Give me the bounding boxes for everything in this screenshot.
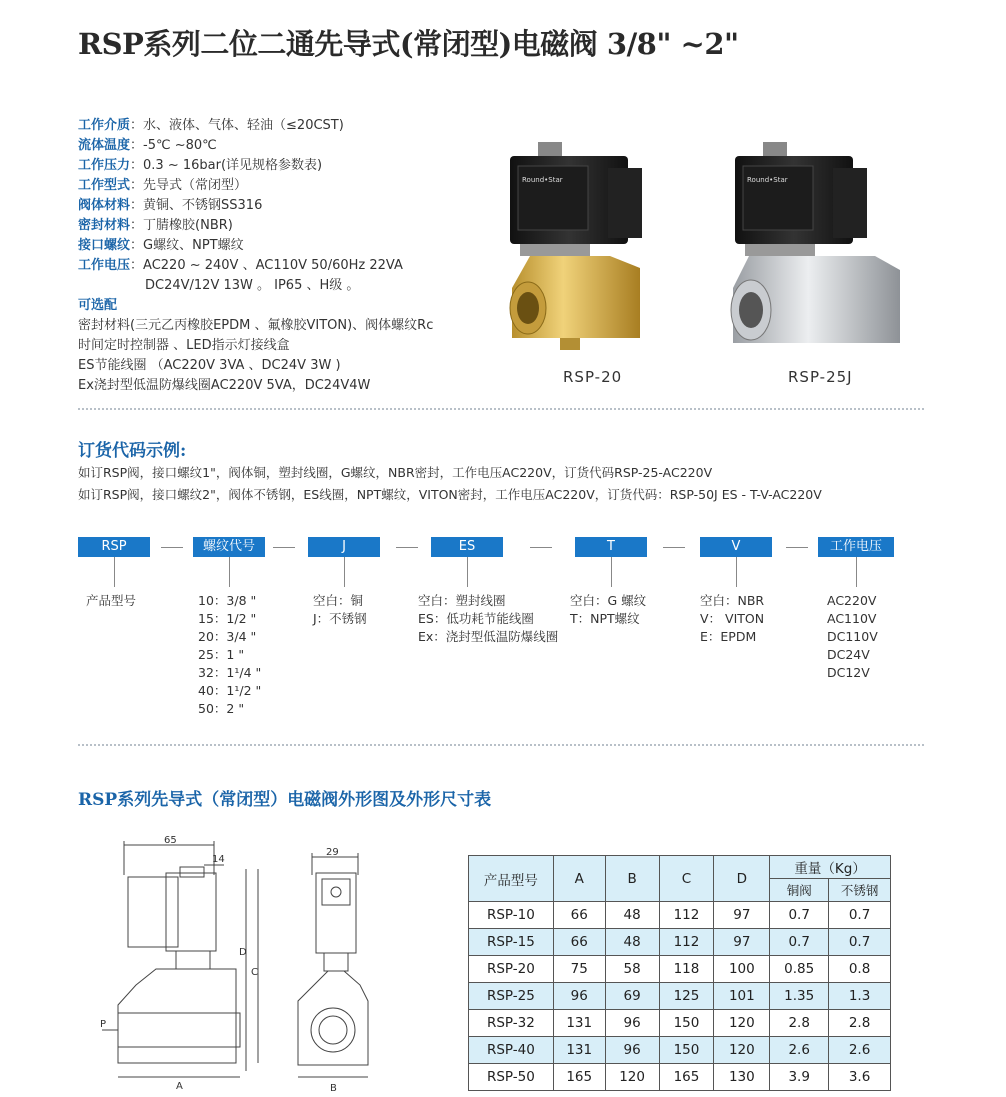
- dims-heading: RSP系列先导式（常闭型）电磁阀外形图及外形尺寸表: [78, 790, 492, 810]
- table-cell: 3.9: [770, 1064, 829, 1091]
- table-cell: 48: [605, 929, 659, 956]
- drain: [560, 338, 580, 350]
- divider: [78, 744, 924, 746]
- table-cell: 131: [553, 1037, 605, 1064]
- spec-sep: ：: [130, 218, 144, 233]
- screw: [331, 887, 341, 897]
- product-image-rsp20: [500, 138, 670, 363]
- optional-line: Ex浇封型低温防爆线圈AC220V 5VA，DC24V4W: [78, 378, 371, 393]
- list-item: 空白：G 螺纹: [570, 593, 647, 608]
- list-item: DC110V: [827, 629, 878, 644]
- code-dash: [161, 547, 183, 548]
- port-hole: [739, 292, 763, 328]
- table-header: 铜阀: [770, 879, 829, 902]
- spec-sep: ：: [130, 198, 144, 213]
- list-item: 50：2 ": [198, 701, 245, 716]
- table-cell: 1.35: [770, 983, 829, 1010]
- brand-text: Round•Star: [522, 176, 563, 184]
- table-cell: 118: [659, 956, 714, 983]
- spec-value: 0.3 ~ 16bar(详见规格参数表): [143, 158, 323, 173]
- table-cell: 0.8: [829, 956, 891, 983]
- code-box-rsp: RSP: [78, 537, 150, 557]
- list-item: J：不锈钢: [313, 611, 367, 626]
- table-cell: 97: [714, 902, 770, 929]
- table-cell: 165: [659, 1064, 714, 1091]
- optional-line: ES节能线圈 （AC220V 3VA 、DC24V 3W ): [78, 358, 341, 373]
- product-caption: RSP-25J: [788, 368, 853, 386]
- code-box-t: T: [575, 537, 647, 557]
- table-cell: 101: [714, 983, 770, 1010]
- brand-text: Round•Star: [747, 176, 788, 184]
- table-cell: 2.6: [829, 1037, 891, 1064]
- optional-heading: 可选配: [78, 298, 118, 313]
- list-item: AC110V: [827, 611, 877, 626]
- port-circle: [319, 1016, 347, 1044]
- spec-row: [78, 176, 433, 196]
- table-row: [469, 956, 891, 983]
- spec-value: 黄铜、不锈钢SS316: [143, 198, 263, 213]
- table-cell: 69: [605, 983, 659, 1010]
- armature-tube: [745, 244, 815, 256]
- list-item: V： VITON: [700, 611, 765, 626]
- connector-line: [114, 557, 115, 587]
- order-heading: 订货代码示例:: [78, 441, 187, 461]
- table-cell: 58: [605, 956, 659, 983]
- code-dash: [663, 547, 685, 548]
- table-header: 不锈钢: [829, 879, 891, 902]
- connector-line: [229, 557, 230, 587]
- table-cell: 2.6: [770, 1037, 829, 1064]
- table-cell: 130: [714, 1064, 770, 1091]
- table-cell: 66: [553, 929, 605, 956]
- list-item: 40：1¹/2 ": [198, 683, 262, 698]
- table-cell: 100: [714, 956, 770, 983]
- table-row: [469, 929, 891, 956]
- coil-window: [322, 879, 350, 905]
- connector-line: [856, 557, 857, 587]
- body-material-list: [313, 592, 367, 628]
- code-box-es: ES: [431, 537, 503, 557]
- table-cell: 48: [605, 902, 659, 929]
- seal-material-list: [700, 592, 764, 646]
- table-header-row: [469, 856, 891, 879]
- code-dash: [273, 547, 295, 548]
- code-dash: [530, 547, 552, 548]
- table-cell: 120: [714, 1010, 770, 1037]
- spec-key: 工作电压: [78, 258, 131, 273]
- table-cell: RSP-50: [469, 1064, 554, 1091]
- spec-voltage-continued: DC24V/12V 13W 。 IP65 、H级 。: [145, 278, 360, 293]
- list-item: 空白：NBR: [700, 593, 765, 608]
- table-header: B: [605, 856, 659, 902]
- body-outline: [298, 971, 368, 1065]
- product-image-rsp25j: [725, 138, 910, 363]
- spec-value: G螺纹、NPT螺纹: [143, 238, 244, 253]
- list-item: DC24V: [827, 647, 870, 662]
- table-cell: 150: [659, 1037, 714, 1064]
- side-view-drawing: [96, 835, 266, 1093]
- spec-value: 丁腈橡胶(NBR): [143, 218, 233, 233]
- list-item: AC220V: [827, 593, 877, 608]
- connector-line: [736, 557, 737, 587]
- body-outline: [118, 969, 236, 1063]
- spec-sep: ：: [130, 158, 144, 173]
- spec-key: 流体温度: [78, 138, 131, 153]
- dim-label: 29: [326, 847, 339, 858]
- spec-key: 工作介质: [78, 118, 131, 133]
- table-cell: 96: [553, 983, 605, 1010]
- spec-row: [78, 196, 433, 216]
- code-box-thread: 螺纹代号: [193, 537, 265, 557]
- list-item: E：EPDM: [700, 629, 757, 644]
- list-item: 10：3/8 ": [198, 593, 257, 608]
- list-item: 空白：塑封线圈: [418, 593, 506, 608]
- table-row: [469, 1064, 891, 1091]
- table-header: C: [659, 856, 714, 902]
- connector-line: [467, 557, 468, 587]
- list-item: 20：3/4 ": [198, 629, 257, 644]
- table-cell: RSP-10: [469, 902, 554, 929]
- code-dash: [786, 547, 808, 548]
- table-cell: RSP-15: [469, 929, 554, 956]
- table-cell: 1.3: [829, 983, 891, 1010]
- list-item: ES：低功耗节能线圈: [418, 611, 534, 626]
- dim-label: D: [239, 947, 247, 958]
- port-circle: [311, 1008, 355, 1052]
- coil-outline: [128, 877, 178, 947]
- table-cell: RSP-32: [469, 1010, 554, 1037]
- spec-key: 工作型式: [78, 178, 131, 193]
- product-caption: RSP-20: [563, 368, 623, 386]
- spec-row: [78, 236, 433, 256]
- table-row: [469, 983, 891, 1010]
- spec-sep: ：: [130, 178, 144, 193]
- table-cell: 112: [659, 902, 714, 929]
- tube-outline: [176, 951, 210, 969]
- spec-row: [78, 156, 433, 176]
- divider: [78, 408, 924, 410]
- table-cell: 0.7: [829, 902, 891, 929]
- table-cell: 2.8: [829, 1010, 891, 1037]
- product-model-label: 产品型号: [86, 593, 137, 608]
- page-title: RSP系列二位二通先导式(常闭型)电磁阀 3/8" ~2": [78, 27, 739, 61]
- spec-value: 先导式（常闭型）: [143, 178, 248, 193]
- table-header: D: [714, 856, 770, 902]
- port-outline: [118, 1013, 240, 1047]
- spec-list: [78, 116, 433, 396]
- dim-label: 65: [164, 835, 177, 846]
- table-cell: 96: [605, 1037, 659, 1064]
- table-cell: 120: [605, 1064, 659, 1091]
- dim-label: C: [251, 967, 258, 978]
- optional-line: 密封材料(三元乙丙橡胶EPDM 、氟橡胶VITON)、阀体螺纹Rc: [78, 318, 434, 333]
- code-box-j: J: [308, 537, 380, 557]
- table-cell: RSP-20: [469, 956, 554, 983]
- list-item: 32：1¹/4 ": [198, 665, 262, 680]
- thread-type-list: [570, 592, 646, 628]
- voltage-list: [827, 592, 878, 682]
- armature-tube: [520, 244, 590, 256]
- table-cell: 3.6: [829, 1064, 891, 1091]
- dim-label: P: [100, 1019, 107, 1030]
- coil-outline: [166, 873, 216, 951]
- spec-sep: ：: [130, 258, 144, 273]
- table-cell: 0.7: [829, 929, 891, 956]
- list-item: Ex：浇封型低温防爆线圈: [418, 629, 559, 644]
- dim-label: 14: [212, 854, 225, 865]
- spec-key: 接口螺纹: [78, 238, 131, 253]
- connector: [833, 168, 867, 238]
- list-item: 15：1/2 ": [198, 611, 257, 626]
- nut-top: [763, 142, 787, 156]
- nut-outline: [180, 867, 204, 877]
- table-cell: 120: [714, 1037, 770, 1064]
- dim-label: A: [176, 1081, 183, 1092]
- table-cell: 2.8: [770, 1010, 829, 1037]
- table-cell: 0.7: [770, 902, 829, 929]
- table-cell: 165: [553, 1064, 605, 1091]
- table-cell: 131: [553, 1010, 605, 1037]
- list-item: T：NPT螺纹: [570, 611, 640, 626]
- optional-line: 时间定时控制器 、LED指示灯接线盒: [78, 338, 290, 353]
- code-box-voltage: 工作电压: [818, 537, 894, 557]
- list-item: 25：1 ": [198, 647, 245, 662]
- spec-key: 密封材料: [78, 218, 131, 233]
- spec-value: AC220 ~ 240V 、AC110V 50/60Hz 22VA: [143, 258, 403, 273]
- list-item: 空白：铜: [313, 593, 364, 608]
- dimension-table: [468, 855, 891, 1091]
- table-row: [469, 902, 891, 929]
- list-item: DC12V: [827, 665, 870, 680]
- spec-key: 工作压力: [78, 158, 131, 173]
- table-cell: 125: [659, 983, 714, 1010]
- order-example: 如订RSP阀，接口螺纹1"，阀体铜，塑封线圈，G螺纹，NBR密封，工作电压AC220V，订货代码RSP-25-AC220V: [78, 465, 713, 480]
- code-box-v: V: [700, 537, 772, 557]
- table-cell: RSP-25: [469, 983, 554, 1010]
- dim-label: B: [330, 1083, 337, 1093]
- spec-row: [78, 136, 433, 156]
- coil-type-list: [418, 592, 558, 646]
- tube-outline: [324, 953, 348, 971]
- thread-code-list: [198, 592, 261, 718]
- nut-top: [538, 142, 562, 156]
- table-header: 重量（Kg）: [770, 856, 891, 879]
- table-cell: 0.7: [770, 929, 829, 956]
- spec-row: [78, 216, 433, 236]
- spec-sep: ：: [130, 138, 144, 153]
- code-dash: [396, 547, 418, 548]
- spec-row: [78, 256, 433, 276]
- order-example: 如订RSP阀，接口螺纹2"，阀体不锈钢，ES线圈，NPT螺纹，VITON密封，工作电压AC220V，订货代码：RSP-50J ES - T-V-AC220V: [78, 487, 822, 502]
- table-row: [469, 1037, 891, 1064]
- table-header: 产品型号: [469, 856, 554, 902]
- table-header: A: [553, 856, 605, 902]
- table-cell: 66: [553, 902, 605, 929]
- connector-line: [611, 557, 612, 587]
- port-hole: [517, 292, 539, 324]
- table-cell: 112: [659, 929, 714, 956]
- spec-value: -5℃ ~80℃: [143, 138, 217, 153]
- table-cell: RSP-40: [469, 1037, 554, 1064]
- spec-row: [78, 116, 433, 136]
- table-cell: 97: [714, 929, 770, 956]
- table-cell: 75: [553, 956, 605, 983]
- front-view-drawing: [288, 845, 398, 1093]
- connector-line: [344, 557, 345, 587]
- spec-sep: ：: [130, 238, 144, 253]
- spec-key: 阀体材料: [78, 198, 131, 213]
- table-cell: 150: [659, 1010, 714, 1037]
- table-cell: 0.85: [770, 956, 829, 983]
- spec-sep: ：: [130, 118, 144, 133]
- spec-value: 水、液体、气体、轻油（≤20CST): [143, 118, 344, 133]
- table-cell: 96: [605, 1010, 659, 1037]
- connector: [608, 168, 642, 238]
- table-row: [469, 1010, 891, 1037]
